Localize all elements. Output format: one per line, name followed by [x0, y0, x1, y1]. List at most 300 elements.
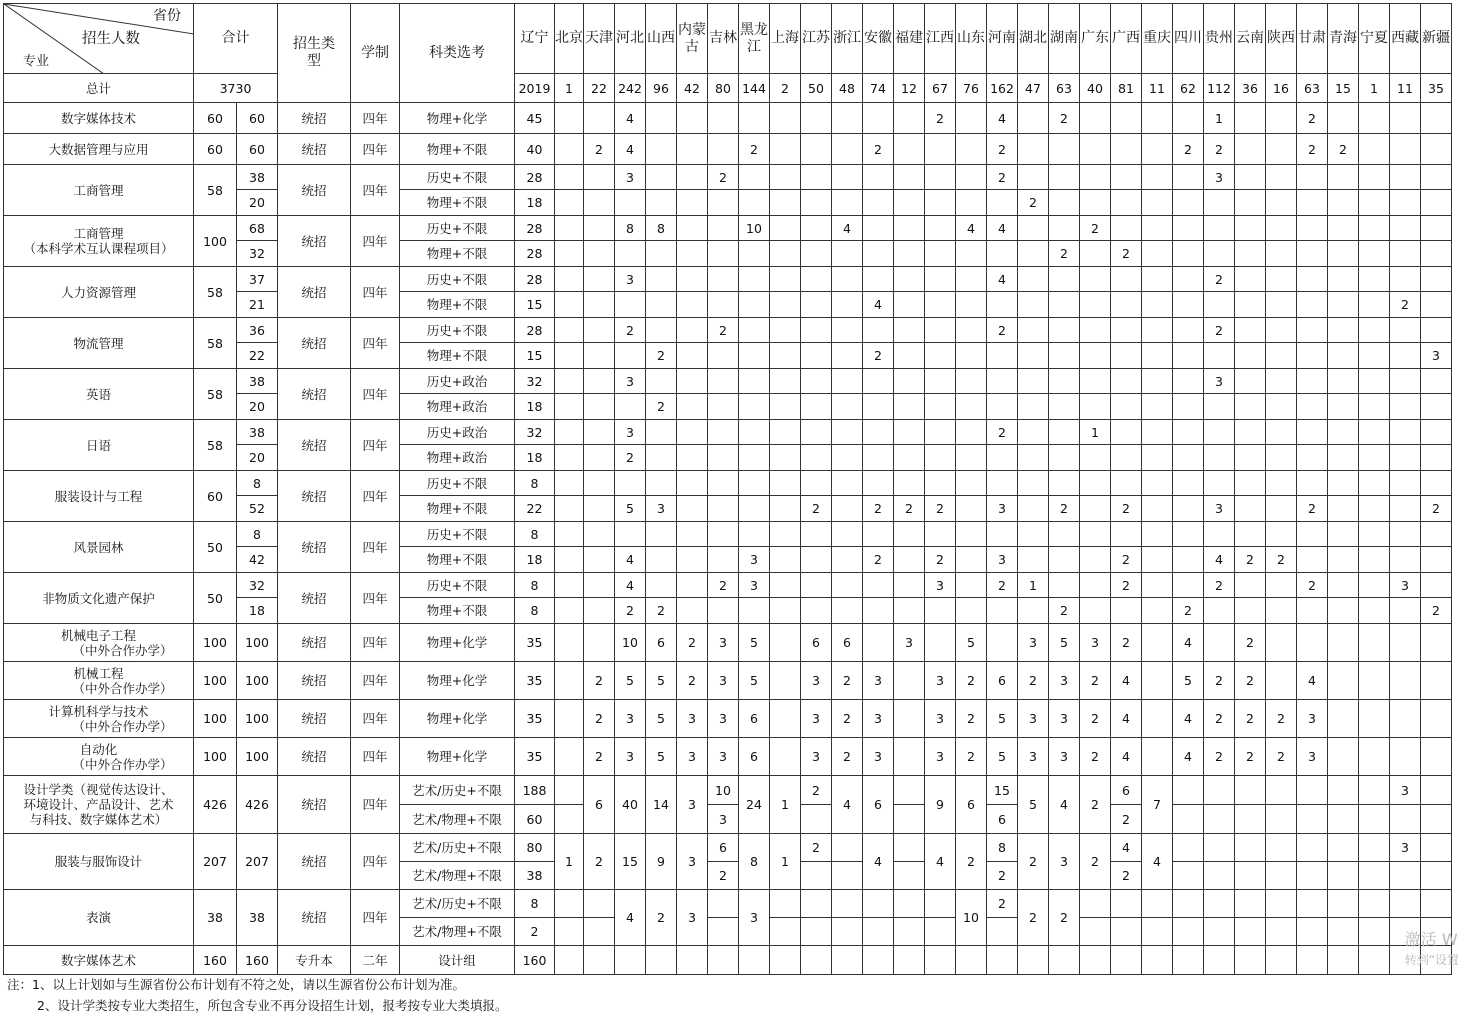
province-count: 4	[1111, 662, 1142, 700]
province-count: 4	[863, 834, 894, 890]
province-count: 4	[956, 216, 987, 241]
province-count	[1359, 369, 1390, 394]
province-count: 2	[863, 547, 894, 573]
province-count: 3	[646, 496, 677, 522]
major-name-line: （中外合作办学）	[4, 681, 193, 696]
province-count	[584, 946, 615, 975]
province-count	[1173, 241, 1204, 267]
province-count	[1204, 890, 1235, 918]
subject-requirement: 历史+不限	[400, 573, 515, 598]
province-count: 3	[801, 738, 832, 776]
province-count	[739, 165, 770, 190]
province-count	[1080, 190, 1111, 216]
province-count	[770, 267, 801, 292]
province-count: 6	[1111, 776, 1142, 805]
province-count	[801, 573, 832, 598]
province-count: 3	[1204, 496, 1235, 522]
sub-total: 22	[237, 343, 278, 369]
province-count: 5	[646, 738, 677, 776]
province-count	[1359, 165, 1390, 190]
province-count	[1297, 190, 1328, 216]
province-total: 48	[832, 74, 863, 103]
province-count: 3	[925, 700, 956, 738]
province-count	[1235, 496, 1266, 522]
province-count	[1204, 241, 1235, 267]
province-total: 63	[1297, 74, 1328, 103]
province-count	[555, 776, 584, 805]
province-count: 2	[1080, 834, 1111, 890]
subject-requirement: 物理+化学	[400, 624, 515, 662]
province-count	[1018, 946, 1049, 975]
province-count	[1266, 318, 1297, 343]
province-count	[1235, 946, 1266, 975]
province-count	[1328, 343, 1359, 369]
province-count	[1173, 369, 1204, 394]
province-count	[1142, 165, 1173, 190]
major-total: 38	[194, 890, 237, 946]
province-count	[770, 292, 801, 318]
enrollment-type: 统招	[278, 834, 351, 890]
subject-requirement: 物理+不限	[400, 343, 515, 369]
province-count	[770, 241, 801, 267]
province-count	[584, 165, 615, 190]
province-count	[555, 624, 584, 662]
province-count: 24	[739, 776, 770, 834]
province-count	[555, 890, 584, 918]
province-count	[1049, 573, 1080, 598]
province-count: 3	[925, 662, 956, 700]
subject-requirement: 物理+化学	[400, 700, 515, 738]
major-name-line: 与科技、数字媒体艺术）	[4, 812, 193, 827]
province-count: 4	[1111, 834, 1142, 862]
province-count	[1421, 573, 1452, 598]
province-header: 陕西	[1266, 4, 1297, 74]
province-count: 2	[1111, 241, 1142, 267]
subject-requirement: 历史+不限	[400, 216, 515, 241]
sub-total: 38	[237, 420, 278, 445]
province-count: 32	[515, 369, 555, 394]
province-count	[1390, 190, 1421, 216]
major-name-line: 物流管理	[4, 336, 193, 351]
province-count	[1111, 165, 1142, 190]
province-count	[739, 190, 770, 216]
province-count: 2	[956, 834, 987, 890]
province-count	[555, 700, 584, 738]
province-count	[615, 394, 646, 420]
province-count	[1142, 420, 1173, 445]
province-count	[1421, 471, 1452, 496]
province-count: 35	[515, 624, 555, 662]
province-count	[1173, 292, 1204, 318]
sub-total: 100	[237, 700, 278, 738]
province-count	[1204, 292, 1235, 318]
province-count	[1173, 946, 1204, 975]
province-count: 5	[956, 624, 987, 662]
province-count: 3	[1204, 165, 1235, 190]
province-count	[1328, 738, 1359, 776]
province-header: 上海	[770, 4, 801, 74]
province-count	[1111, 918, 1142, 946]
sub-total: 100	[237, 738, 278, 776]
sub-total: 8	[237, 522, 278, 547]
province-count	[1080, 471, 1111, 496]
table-row	[4, 946, 1463, 975]
major-name	[4, 103, 194, 134]
province-count: 4	[863, 292, 894, 318]
province-count	[1111, 598, 1142, 624]
province-count	[1204, 624, 1235, 662]
province-total: 81	[1111, 74, 1142, 103]
subject-column-header: 科类选考	[400, 4, 515, 103]
province-count	[1359, 547, 1390, 573]
province-count	[863, 471, 894, 496]
province-count: 3	[987, 496, 1018, 522]
major-total: 100	[194, 738, 237, 776]
table-row	[4, 662, 1463, 700]
major-name-line: 计算机科学与技术	[4, 704, 193, 719]
province-count	[1018, 267, 1049, 292]
province-count	[739, 394, 770, 420]
watermark-line-1: 激活 W	[1405, 930, 1458, 949]
province-count	[555, 547, 584, 573]
province-count: 4	[987, 267, 1018, 292]
province-count	[894, 834, 925, 862]
province-count	[956, 190, 987, 216]
province-count	[584, 292, 615, 318]
province-count: 2	[987, 165, 1018, 190]
province-count: 3	[1204, 369, 1235, 394]
province-header: 重庆	[1142, 4, 1173, 74]
province-count: 2	[1049, 598, 1080, 624]
province-count: 5	[646, 662, 677, 700]
province-count	[1235, 134, 1266, 165]
sub-total: 20	[237, 445, 278, 471]
corner-enrollment-label: 招生人数	[82, 31, 140, 48]
major-name	[4, 946, 194, 975]
major-name-line: （中外合作办学）	[4, 643, 193, 658]
province-count	[677, 471, 708, 496]
major-name	[4, 471, 194, 522]
province-count: 2	[987, 862, 1018, 890]
duration: 四年	[351, 134, 400, 165]
province-count: 3	[801, 700, 832, 738]
province-count: 3	[677, 890, 708, 946]
province-count: 6	[801, 624, 832, 662]
major-name	[4, 216, 194, 267]
major-name-line: 风景园林	[4, 540, 193, 555]
province-count	[770, 394, 801, 420]
corner-province-label: 省份	[153, 8, 181, 25]
province-count: 6	[832, 624, 863, 662]
province-count	[584, 394, 615, 420]
province-header: 甘肃	[1297, 4, 1328, 74]
province-count	[1173, 471, 1204, 496]
province-count	[863, 241, 894, 267]
province-count	[1049, 292, 1080, 318]
province-count: 10	[956, 890, 987, 946]
province-total: 96	[646, 74, 677, 103]
province-count	[832, 445, 863, 471]
province-count: 3	[615, 700, 646, 738]
province-count	[1142, 471, 1173, 496]
province-count	[956, 369, 987, 394]
province-header: 山西	[646, 4, 677, 74]
province-count	[1018, 134, 1049, 165]
province-count	[677, 343, 708, 369]
province-count	[801, 292, 832, 318]
province-count: 28	[515, 216, 555, 241]
province-count	[1359, 776, 1390, 805]
province-count: 8	[515, 573, 555, 598]
province-count	[1390, 862, 1421, 890]
province-count: 2	[801, 496, 832, 522]
duration: 四年	[351, 369, 400, 420]
province-count: 15	[987, 776, 1018, 805]
province-count	[1142, 662, 1173, 700]
province-count	[1204, 216, 1235, 241]
province-count: 38	[515, 862, 555, 890]
province-count	[894, 165, 925, 190]
subject-requirement: 物理+不限	[400, 598, 515, 624]
subject-requirement: 设计组	[400, 946, 515, 975]
province-count: 2	[801, 834, 832, 862]
province-count	[925, 598, 956, 624]
sub-total: 160	[237, 946, 278, 975]
subject-requirement: 物理+政治	[400, 445, 515, 471]
province-count: 1	[555, 834, 584, 890]
major-name-line: 大数据管理与应用	[4, 142, 193, 157]
province-count	[1297, 343, 1328, 369]
province-count	[894, 318, 925, 343]
province-count	[832, 241, 863, 267]
subject-requirement: 物理+化学	[400, 662, 515, 700]
province-count	[1111, 292, 1142, 318]
province-count	[1142, 890, 1173, 918]
province-count	[1111, 318, 1142, 343]
province-count: 8	[515, 471, 555, 496]
province-count	[1080, 918, 1111, 946]
province-count: 3	[1049, 834, 1080, 890]
province-count: 2	[584, 834, 615, 890]
province-count	[1111, 394, 1142, 420]
province-count	[1297, 834, 1328, 862]
sub-total: 38	[237, 369, 278, 394]
province-count	[1080, 946, 1111, 975]
province-count: 3	[739, 573, 770, 598]
province-count: 3	[1297, 738, 1328, 776]
province-count: 2	[956, 738, 987, 776]
major-name-line: 机械电子工程	[4, 628, 193, 643]
province-count: 8	[987, 834, 1018, 862]
province-count	[832, 547, 863, 573]
duration: 四年	[351, 662, 400, 700]
province-count: 2	[1204, 700, 1235, 738]
province-count	[1297, 805, 1328, 834]
province-count: 10	[708, 776, 739, 805]
province-count: 2	[1235, 662, 1266, 700]
province-count	[646, 292, 677, 318]
province-count: 3	[677, 834, 708, 890]
major-name	[4, 420, 194, 471]
major-total: 207	[194, 834, 237, 890]
duration: 四年	[351, 890, 400, 946]
province-count	[801, 445, 832, 471]
province-count	[1390, 216, 1421, 241]
province-count	[1049, 343, 1080, 369]
province-count	[1018, 496, 1049, 522]
province-count	[801, 369, 832, 394]
province-count	[1390, 496, 1421, 522]
province-count: 2	[1266, 700, 1297, 738]
province-count	[677, 445, 708, 471]
province-count: 2	[1266, 738, 1297, 776]
duration: 四年	[351, 103, 400, 134]
province-count	[1359, 862, 1390, 890]
province-count	[894, 598, 925, 624]
province-count: 2	[1204, 267, 1235, 292]
province-count	[1390, 103, 1421, 134]
province-count	[1390, 343, 1421, 369]
province-count	[555, 662, 584, 700]
province-count	[1049, 267, 1080, 292]
province-count	[894, 420, 925, 445]
province-count	[987, 394, 1018, 420]
province-count: 3	[1049, 738, 1080, 776]
province-count	[1421, 267, 1452, 292]
province-total: 11	[1142, 74, 1173, 103]
province-count: 18	[515, 547, 555, 573]
enrollment-type: 统招	[278, 103, 351, 134]
province-count	[1328, 522, 1359, 547]
province-count	[1235, 318, 1266, 343]
province-count	[863, 318, 894, 343]
enrollment-type: 统招	[278, 890, 351, 946]
province-count	[1328, 103, 1359, 134]
subject-requirement: 艺术/历史+不限	[400, 776, 515, 805]
province-count	[863, 598, 894, 624]
province-count	[956, 103, 987, 134]
province-count	[1235, 343, 1266, 369]
sub-total: 60	[237, 134, 278, 165]
province-count	[1266, 573, 1297, 598]
enrollment-type: 统招	[278, 776, 351, 834]
province-count	[770, 624, 801, 662]
province-count	[1111, 946, 1142, 975]
province-count	[1235, 573, 1266, 598]
major-name	[4, 369, 194, 420]
province-count: 15	[515, 343, 555, 369]
notes	[7, 974, 507, 1016]
province-count: 18	[515, 445, 555, 471]
province-count	[1390, 738, 1421, 776]
province-count	[1142, 738, 1173, 776]
province-count	[956, 267, 987, 292]
subject-requirement: 艺术/物理+不限	[400, 918, 515, 946]
province-count	[863, 394, 894, 420]
table-row	[4, 522, 1463, 547]
province-count: 18	[515, 394, 555, 420]
major-name	[4, 776, 194, 834]
province-count	[956, 445, 987, 471]
province-count	[1297, 946, 1328, 975]
province-count	[584, 547, 615, 573]
province-count	[1297, 241, 1328, 267]
major-name	[4, 738, 194, 776]
province-count	[1018, 547, 1049, 573]
province-count	[1173, 343, 1204, 369]
province-count	[925, 292, 956, 318]
province-count	[677, 573, 708, 598]
sub-total: 8	[237, 471, 278, 496]
province-count	[1235, 834, 1266, 862]
province-count	[1359, 190, 1390, 216]
province-count	[1080, 318, 1111, 343]
province-count	[1204, 946, 1235, 975]
province-header: 江西	[925, 4, 956, 74]
note-1: 注：1、以上计划如与生源省份公布计划有不符之处，请以生源省份公布计划为准。	[7, 974, 507, 995]
province-total: 2	[770, 74, 801, 103]
province-count	[555, 134, 584, 165]
province-count: 2	[801, 776, 832, 805]
province-count	[770, 420, 801, 445]
province-count: 2	[1204, 134, 1235, 165]
province-count	[1359, 946, 1390, 975]
province-count	[1266, 522, 1297, 547]
province-count	[925, 216, 956, 241]
province-count	[801, 216, 832, 241]
province-count	[1018, 292, 1049, 318]
province-count	[1142, 318, 1173, 343]
province-count	[987, 522, 1018, 547]
corner-major-label: 专业	[23, 54, 49, 70]
enrollment-type: 统招	[278, 216, 351, 267]
province-count	[801, 598, 832, 624]
enrollment-type: 统招	[278, 700, 351, 738]
province-count	[1421, 241, 1452, 267]
province-count: 2	[1111, 862, 1142, 890]
major-name-line: 服装与服饰设计	[4, 854, 193, 869]
province-count: 45	[515, 103, 555, 134]
province-count	[1111, 522, 1142, 547]
major-name-line: 服装设计与工程	[4, 489, 193, 504]
province-total: 62	[1173, 74, 1204, 103]
province-count: 2	[863, 343, 894, 369]
province-count: 2	[1235, 738, 1266, 776]
province-count: 8	[739, 834, 770, 890]
province-count	[1142, 216, 1173, 241]
province-count	[584, 343, 615, 369]
subject-requirement: 历史+政治	[400, 420, 515, 445]
province-count	[1328, 165, 1359, 190]
province-count	[1328, 805, 1359, 834]
province-count	[1173, 190, 1204, 216]
province-count	[1204, 445, 1235, 471]
province-count	[770, 547, 801, 573]
duration: 四年	[351, 700, 400, 738]
province-count	[894, 776, 925, 805]
province-count	[646, 471, 677, 496]
enrollment-type: 专升本	[278, 946, 351, 975]
province-count	[1266, 918, 1297, 946]
province-count	[1421, 862, 1452, 890]
province-count	[894, 369, 925, 394]
province-count	[739, 241, 770, 267]
province-count	[1359, 134, 1390, 165]
province-count	[1018, 103, 1049, 134]
subject-requirement: 历史+不限	[400, 471, 515, 496]
province-count	[925, 890, 956, 918]
province-count	[1328, 445, 1359, 471]
